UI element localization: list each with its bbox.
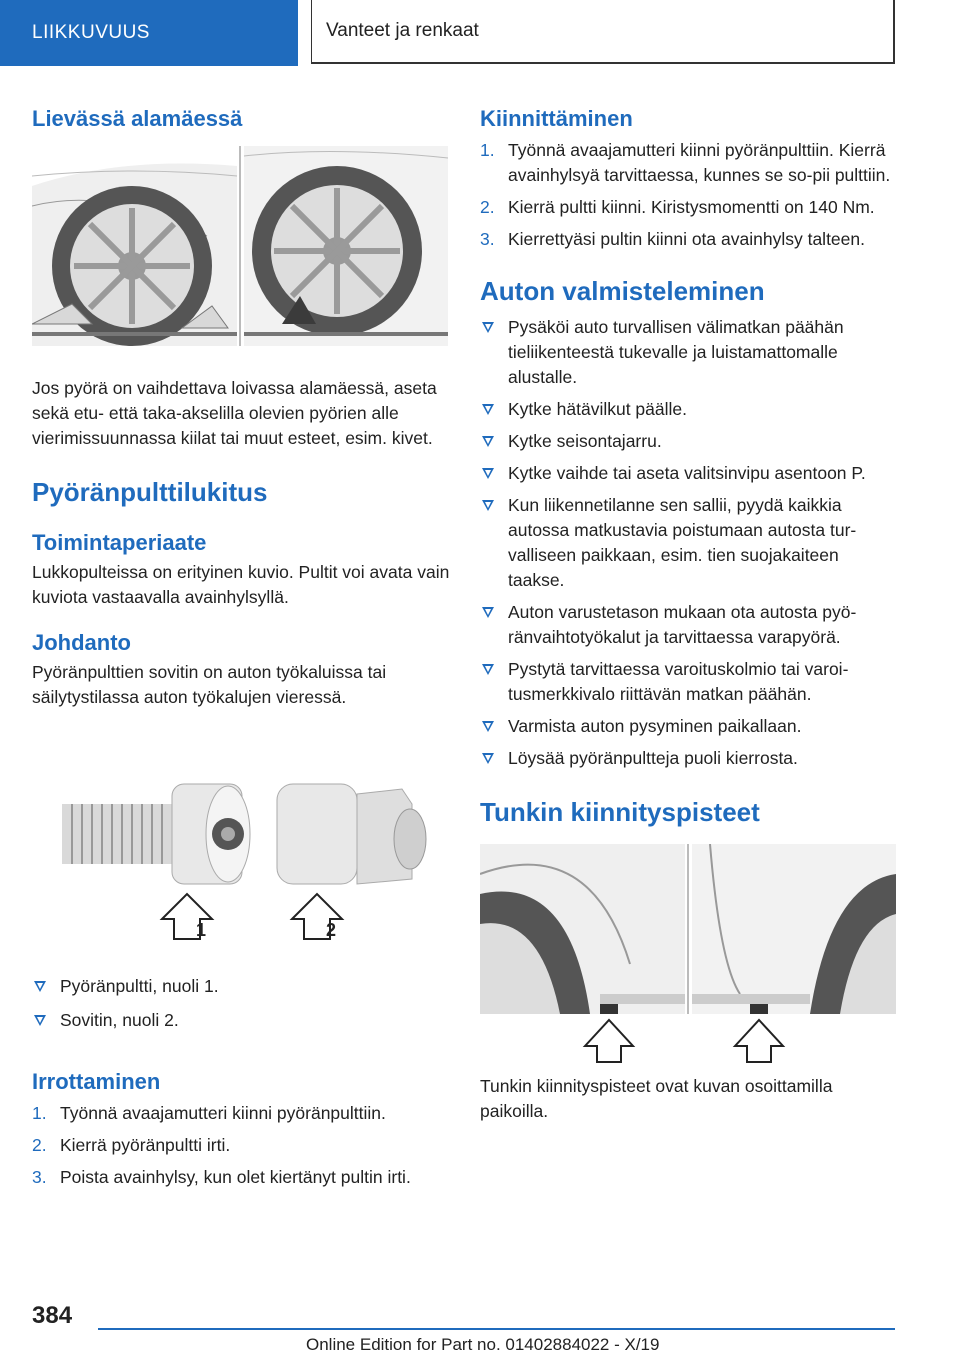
principle-paragraph: Lukkopulteissa on erityinen kuvio. Pultit voi avata vain kuviota vastaavalla avainhylsyllä. — [32, 562, 450, 607]
triangle-bullet-icon — [482, 664, 494, 675]
triangle-bullet-icon — [482, 322, 494, 333]
page-number: 384 — [32, 1302, 73, 1329]
step-item: 2. Kierrä pyöränpultti irti. — [32, 1135, 231, 1155]
prep-item: Kytke hätävilkut päälle. — [480, 397, 898, 422]
edition-note: Online Edition for Part no. 01402884022 - X/19 — [306, 1335, 660, 1354]
triangle-bullet-icon — [482, 753, 494, 764]
arrow-label-2: 2 — [326, 920, 337, 940]
right-column — [480, 100, 898, 1124]
prep-item: Varmista auton pysyminen paikallaan. — [480, 714, 898, 739]
arrow-label-1: 1 — [196, 920, 207, 940]
prep-item: Pysäköi auto turvallisen välimatkan päähän tieliikenteestä tukevalle ja luistamattomalle alustalle. — [480, 315, 898, 390]
legend-item: Sovitin, nuoli 2. — [32, 1008, 450, 1033]
removal-steps — [32, 1101, 450, 1190]
jack-paragraph: Tunkin kiinnityspisteet ovat kuvan osoittamilla paikoilla. — [480, 1076, 833, 1121]
prep-item: Pystytä tarvittaessa varoituskolmio tai varoi-tusmerkkivalo riittävän matkan päähän. — [480, 657, 898, 707]
jack-points-illustration — [480, 844, 896, 1064]
intro-paragraph: Pyöränpulttien sovitin on auton työkaluissa tai säilytystilassa auton työkalujen vieressä. — [32, 662, 387, 707]
jack-heading: Tunkin kiinnityspisteet — [480, 797, 760, 827]
wheel-chocks-illustration — [32, 146, 448, 346]
prep-item: Kytke vaihde tai aseta valitsinvipu asentoon P. — [480, 461, 898, 486]
legend-item: Pyöränpultti, nuoli 1. — [32, 974, 450, 999]
step-item: 3. Poista avainhylsy, kun olet kiertänyt pultin irti. — [32, 1167, 411, 1187]
mount-steps — [480, 138, 898, 252]
left-column — [32, 100, 450, 1190]
triangle-bullet-icon — [34, 1015, 46, 1026]
triangle-bullet-icon — [482, 721, 494, 732]
triangle-bullet-icon — [34, 981, 46, 992]
triangle-bullet-icon — [482, 436, 494, 447]
lock-bolt-illustration — [32, 744, 448, 944]
lock-heading: Pyöränpulttilukitus — [32, 477, 268, 507]
prep-item: Kytke seisontajarru. — [480, 429, 898, 454]
prep-item: Kun liikennetilanne sen sallii, pyydä kaikkia autossa matkustavia poistumaan autosta tur-valliseen paikkaan, esim. tien suojakaiteen taakse. — [480, 493, 898, 593]
mount-heading: Kiinnittäminen — [480, 106, 633, 131]
triangle-bullet-icon — [482, 468, 494, 479]
chapter-title: Vanteet ja renkaat — [311, 0, 895, 64]
figure-legend — [32, 974, 450, 1033]
page-header — [0, 0, 960, 66]
intro-heading: Johdanto — [32, 630, 131, 655]
principle-heading: Toimintaperiaate — [32, 530, 207, 555]
footer-divider — [98, 1328, 895, 1330]
prep-list — [480, 315, 898, 771]
triangle-bullet-icon — [482, 607, 494, 618]
removal-heading: Irrottaminen — [32, 1069, 161, 1094]
step-item: 3. Kierrettyäsi pultin kiinni ota avainhylsy talteen. — [480, 229, 865, 249]
step-item: 1. Työnnä avaajamutteri kiinni pyöränpulttiin. Kierrä avainhylsyä tarvittaessa, kunnes se so-pii pulttiin. — [480, 140, 891, 185]
triangle-bullet-icon — [482, 404, 494, 415]
prep-item: Löysää pyöränpultteja puoli kierrosta. — [480, 746, 898, 771]
section-title: LIIKKUVUUS — [0, 0, 298, 66]
prep-item: Auton varustetason mukaan ota autosta pyö-ränvaihtotyökalut ja tarvittaessa varapyörä. — [480, 600, 898, 650]
triangle-bullet-icon — [482, 500, 494, 511]
prep-heading: Auton valmisteleminen — [480, 276, 765, 306]
step-item: 2. Kierrä pultti kiinni. Kiristysmomentti on 140 Nm. — [480, 197, 875, 217]
step-item: 1. Työnnä avaajamutteri kiinni pyöränpulttiin. — [32, 1103, 386, 1123]
slope-paragraph: Jos pyörä on vaihdettava loivassa alamäessä, aseta sekä etu- että taka-akselilla olevien pyörien alle vierimissuunnassa kiilat tai muut esteet, esim. kivet. — [32, 378, 437, 448]
slope-heading: Lievässä alamäessä — [32, 106, 243, 131]
